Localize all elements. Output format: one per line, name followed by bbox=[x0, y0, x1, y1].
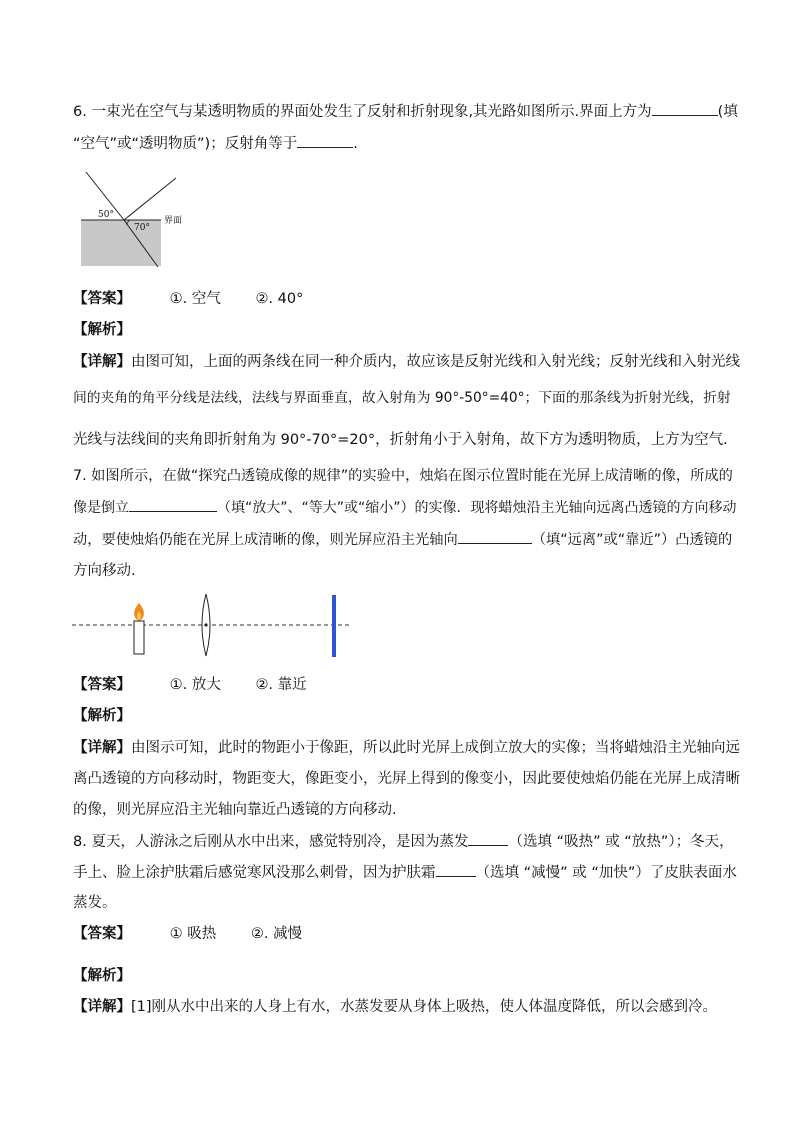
optical-center bbox=[204, 623, 207, 626]
answer-2: ②. 减慢 bbox=[250, 926, 303, 942]
q7-text: 方向移动. bbox=[73, 563, 136, 579]
q8-text: 8. 夏天，人游泳之后刚从水中出来，感觉特别冷，是因为蒸发 bbox=[73, 834, 469, 850]
q7-lens-figure bbox=[70, 594, 360, 664]
q8-blank-1[interactable] bbox=[468, 831, 508, 846]
q8-detail-1 bbox=[73, 997, 717, 1017]
q7-blank-2[interactable] bbox=[458, 529, 532, 544]
q7-text: （填“远离”或“靠近”）凸透镜的 bbox=[531, 532, 733, 548]
q7-detail-3 bbox=[73, 800, 397, 820]
q8-analysis bbox=[73, 966, 131, 986]
angle-label-50: 50° bbox=[98, 210, 114, 220]
detail-text: [1]刚从水中出来的人身上有水，水蒸发要从身体上吸热，使人体温度降低，所以会感到冷。 bbox=[131, 999, 718, 1015]
q7-text: 7. 如图所示，在做“探究凸透镜成像的规律”的实验中，烛焰在图示位置时能在光屏上成清晰的像，所成的 bbox=[73, 468, 733, 484]
q6-text: 6. 一束光在空气与某透明物质的界面处发生了反射和折射现象,其光路如图所示.界面上方为 bbox=[73, 104, 652, 120]
q6-detail-3 bbox=[73, 430, 728, 450]
detail-text: 离凸透镜的方向移动时，物距变大，像距变小，光屏上得到的像变小，因此要使烛焰仍能在光屏上成清晰 bbox=[73, 771, 740, 787]
detail-text: 光线与法线间的夹角即折射角为 90°-70°=20°，折射角小于入射角，故下方为透明物质，上方为空气. bbox=[73, 432, 728, 448]
q7-line4 bbox=[73, 561, 136, 581]
q6-text: . bbox=[353, 136, 358, 152]
q7-detail-1 bbox=[73, 738, 740, 758]
q6-text: (填 bbox=[717, 104, 738, 120]
q7-detail-2 bbox=[73, 769, 740, 789]
q8-text: （选填 “吸热” 或 “放热”）；冬天， bbox=[508, 834, 734, 850]
q6-detail-2 bbox=[73, 388, 731, 408]
reflected-ray bbox=[124, 178, 176, 220]
detail-text: 的像，则光屏应沿主光轴向靠近凸透镜的方向移动. bbox=[73, 802, 397, 818]
answer-1: ①. 空气 bbox=[169, 291, 221, 307]
q7-blank-1[interactable] bbox=[129, 497, 217, 512]
answer-1: ① 吸热 bbox=[169, 926, 217, 942]
detail-text: 由图可知，上面的两条线在同一种介质内，故应该是反射光线和入射光线；反射光线和入射光线 bbox=[131, 354, 740, 370]
q8-answer bbox=[73, 924, 302, 944]
detail-tag: 【详解】 bbox=[73, 999, 131, 1015]
q8-line2 bbox=[73, 862, 737, 883]
q6-blank-2[interactable] bbox=[297, 133, 353, 148]
detail-tag: 【详解】 bbox=[73, 740, 131, 756]
q6-text: “空气”或“透明物质”)；反射角等于 bbox=[73, 136, 298, 152]
q8-line1 bbox=[73, 831, 734, 852]
q8-text: （选填 “减慢” 或 “加快”）了皮肤表面水 bbox=[475, 865, 737, 881]
q6-analysis bbox=[73, 320, 131, 340]
q6-refraction-figure bbox=[78, 170, 198, 270]
answer-tag: 【答案】 bbox=[73, 291, 131, 307]
q8-blank-2[interactable] bbox=[436, 862, 476, 877]
q7-line2 bbox=[73, 497, 737, 518]
q7-text: 动，要使烛焰仍能在光屏上成清晰的像，则光屏应沿主光轴向 bbox=[73, 532, 458, 548]
angle-label-70: 70° bbox=[134, 223, 150, 233]
q6-line2 bbox=[73, 133, 358, 154]
q6-detail-1 bbox=[73, 352, 740, 372]
answer-tag: 【答案】 bbox=[73, 926, 131, 942]
answer-1: ①. 放大 bbox=[169, 677, 221, 693]
q6-answer bbox=[73, 289, 303, 309]
q7-line1 bbox=[73, 466, 733, 486]
q6-blank-1[interactable] bbox=[652, 101, 718, 116]
q7-text: （填“放大”、“等大”或“缩小”）的实像．现将蜡烛沿主光轴向远离凸透镜的方向移动 bbox=[217, 500, 737, 516]
analysis-tag: 【解析】 bbox=[73, 708, 131, 724]
q6-line1 bbox=[73, 101, 738, 122]
q7-line3 bbox=[73, 529, 732, 550]
interface-label: 界面 bbox=[164, 216, 183, 226]
detail-text: 间的夹角的角平分线是法线，法线与界面垂直，故入射角为 90°-50°=40°；下面的那条线为折射光线，折射 bbox=[73, 390, 731, 406]
analysis-tag: 【解析】 bbox=[73, 968, 131, 984]
detail-text: 由图示可知，此时的物距小于像距，所以此时光屏上成倒立放大的实像；当将蜡烛沿主光轴向远 bbox=[131, 740, 740, 756]
q8-text: 手上、脸上涂护肤霜后感觉寒风没那么刺骨，因为护肤霜 bbox=[73, 865, 436, 881]
answer-2: ②. 靠近 bbox=[255, 677, 307, 693]
detail-tag: 【详解】 bbox=[73, 354, 131, 370]
answer-tag: 【答案】 bbox=[73, 677, 131, 693]
light-screen bbox=[332, 595, 336, 657]
q7-analysis bbox=[73, 706, 131, 726]
analysis-tag: 【解析】 bbox=[73, 322, 131, 338]
q7-answer bbox=[73, 675, 307, 695]
answer-2: ②. 40° bbox=[255, 291, 304, 307]
q8-text: 蒸发。 bbox=[73, 895, 117, 911]
q7-text: 像是倒立 bbox=[73, 500, 129, 516]
q8-line3 bbox=[73, 893, 117, 913]
candle-icon bbox=[134, 621, 144, 654]
